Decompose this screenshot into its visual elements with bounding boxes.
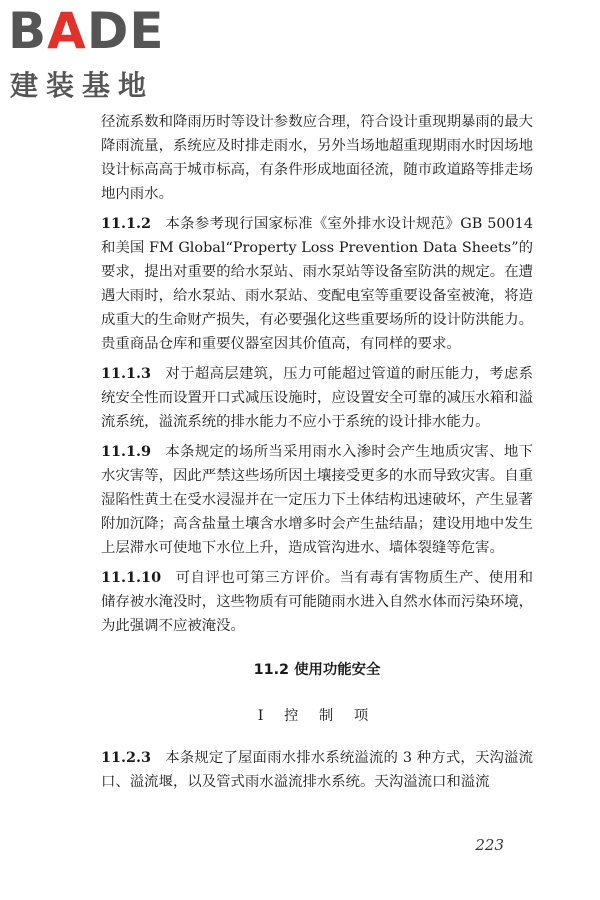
bade-logo [8, 2, 178, 102]
clause-text: 本条规定的场所当采用雨水入渗时会产生地质灾害、地下水灾害等，因此严禁这些场所因土壤接受更多的水而导致灾害。自重湿陷性黄土在受水浸湿并在一定压力下土体结构迅速破坏，产生显著附加沉降；高含盐量土壤含水增多时会产生盐结晶；建设用地中发生上层滞水可使地下水位上升，造成管沟进水、墙体裂缝等危害。 [101, 444, 533, 556]
clause-text: 本条规定了屋面雨水排水系统溢流的 3 种方式，天沟溢流口、溢流堰，以及管式雨水溢流排水系统。天沟溢流口和溢流 [101, 750, 533, 790]
clause-text: 可自评也可第三方评价。当有毒有害物质生产、使用和储存被水淹没时，这些物质有可能随雨水进入自然水体而污染环境，为此强调不应被淹没。 [101, 570, 533, 634]
clause-text: 本条参考现行国家标准《室外排水设计规范》GB 50014 和美国 FM Global“Property Loss Prevention Data Sheets”的要求，提出对重要的给水泵站、雨水泵站等设备室防洪的规定。在遭遇大雨时，给水泵站、雨水泵站、变配电室等重要设备室被淹，将造成重大的生命财产损失，有必要强化这些重要场所的设计防洪能力。贵重商品仓库和重要仪器室因其价值高，有同样的要求。 [101, 216, 533, 352]
logo-letters-de: DE [86, 2, 165, 60]
clause-number: 11.1.3 [101, 365, 152, 382]
clause-11-1-9 [101, 440, 533, 560]
continuation-paragraph: 径流系数和降雨历时等设计参数应合理，符合设计重现期暴雨的最大降雨流量，系统应及时排走雨水，另外当场地超重现期雨水时因场地设计标高高于城市标高，有条件形成地面径流，随市政道路等排走场地内雨水。 [101, 114, 533, 202]
clause-11-2-3 [101, 746, 533, 794]
clause-text: 对于超高层建筑，压力可能超过管道的耐压能力，考虑系统安全性而设置开口式减压设施时，应设置安全可靠的减压水箱和溢流系统，溢流系统的排水能力不应小于系统的设计排水能力。 [101, 366, 533, 430]
page-number: 223 [475, 836, 504, 854]
clause-number: 11.1.9 [101, 443, 152, 460]
logo-subtitle: 建装基地 [10, 69, 155, 102]
clause-number: 11.2.3 [101, 749, 152, 766]
logo-letter-b: B [8, 2, 48, 60]
clause-number: 11.1.2 [101, 215, 152, 232]
clause-11-1-10 [101, 566, 533, 638]
logo-wordmark [8, 2, 165, 60]
page-content [101, 110, 533, 794]
clause-11-1-2 [101, 212, 533, 356]
section-title: 11.2 使用功能安全 [253, 662, 381, 678]
logo-letter-a: A [47, 2, 87, 60]
clause-number: 11.1.10 [101, 569, 162, 586]
clause-11-1-3 [101, 362, 533, 434]
subsection-title: Ⅰ 控 制 项 [257, 708, 377, 724]
